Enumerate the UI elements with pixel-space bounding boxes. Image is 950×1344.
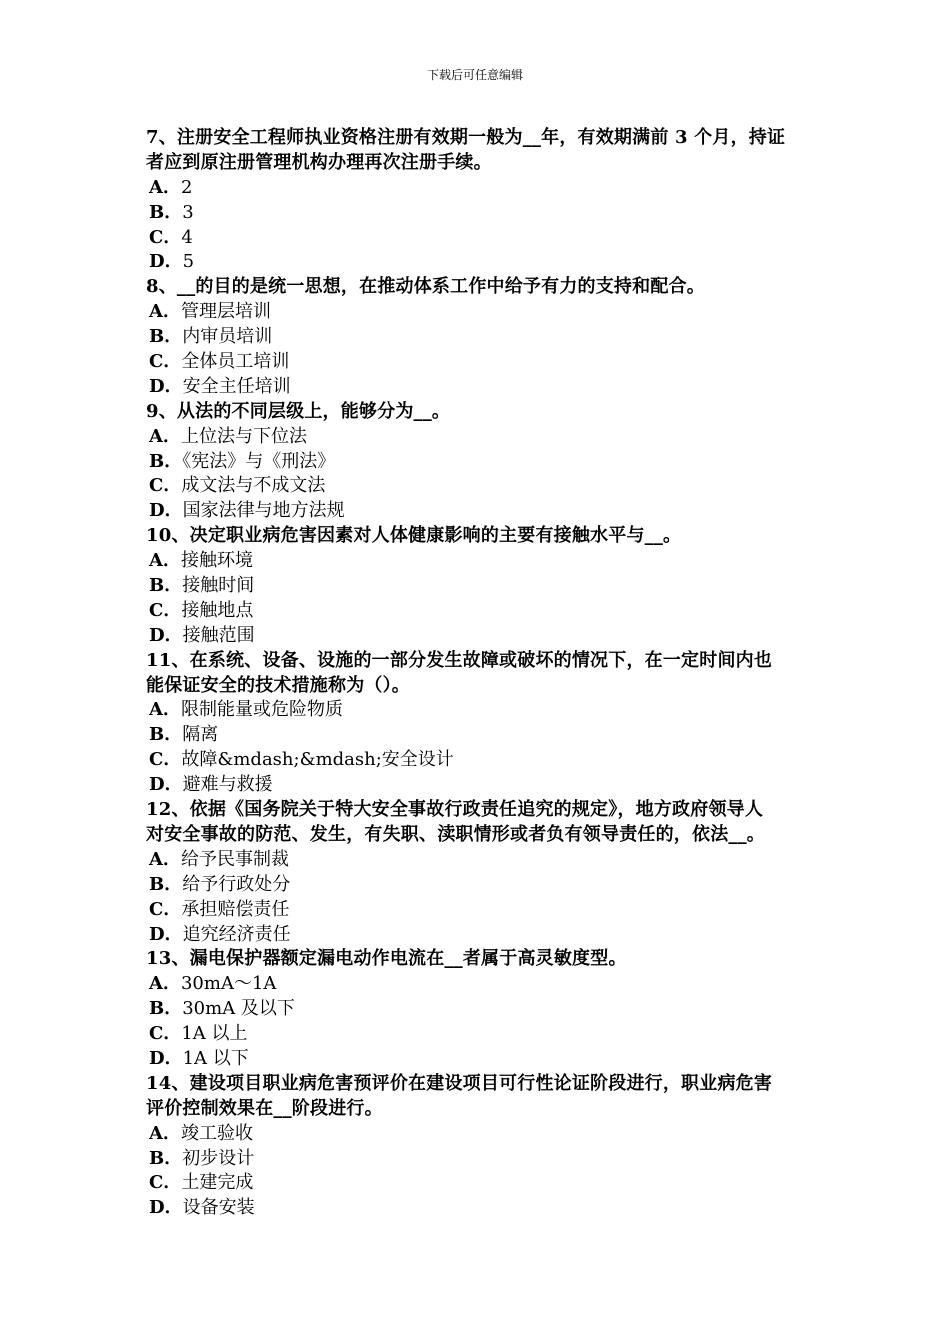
option-text: 30mA 及以下: [182, 998, 295, 1020]
option-key: B．: [149, 326, 183, 348]
answer-option: [146, 698, 810, 723]
option-text: 1A 以下: [182, 1047, 249, 1069]
question-block: [146, 1072, 810, 1221]
option-text: 1A 以上: [181, 1023, 248, 1045]
page-header: 下载后可任意编辑: [426, 68, 523, 82]
option-text: 30mA～1A: [180, 973, 277, 995]
option-key: B．: [149, 998, 183, 1020]
answer-option: [146, 848, 810, 873]
option-text: 接触环境: [180, 550, 253, 572]
answer-option: [146, 350, 810, 375]
answer-option: [146, 624, 810, 649]
option-text: 接触地点: [181, 599, 254, 621]
option-key: C．: [149, 599, 182, 621]
option-text: 接触时间: [182, 575, 255, 597]
option-text: 全体员工培训: [181, 351, 290, 373]
answer-option: [146, 176, 810, 201]
option-text: 土建完成: [181, 1172, 254, 1194]
option-text: 接触范围: [182, 624, 255, 646]
option-text: 初步设计: [182, 1147, 255, 1169]
option-text: 给予行政处分: [182, 873, 291, 895]
option-key: D．: [149, 774, 183, 796]
option-text: 《宪法》与《刑法》: [182, 450, 336, 472]
option-key: C．: [149, 1023, 182, 1045]
question-stem-line: 者应到原注册管理机构办理再次注册手续。: [146, 151, 492, 173]
option-text: 竣工验收: [180, 1122, 253, 1144]
option-text: 故障&mdash;&mdash;安全设计: [181, 749, 454, 771]
answer-option: [146, 226, 810, 251]
question-block: [146, 400, 810, 524]
option-key: C．: [149, 898, 182, 920]
question-block: [146, 524, 810, 648]
question-stem-line: 9、从法的不同层级上，能够分为__。: [146, 400, 451, 422]
option-key: D．: [149, 1047, 183, 1069]
question-stem-line: 10、决定职业病危害因素对人体健康影响的主要有接触水平与__。: [146, 525, 682, 547]
question-stem-line: 评价控制效果在__阶段进行。: [146, 1097, 383, 1119]
answer-option: [146, 599, 810, 624]
question-block: [146, 126, 810, 275]
option-text: 管理层培训: [180, 301, 271, 323]
option-key: C．: [149, 351, 182, 373]
option-key: A．: [149, 176, 181, 198]
answer-option: [146, 1047, 810, 1072]
option-text: 承担赔偿责任: [181, 898, 290, 920]
answer-option: [146, 1147, 810, 1172]
question-block: [146, 649, 810, 798]
option-text: 5: [182, 251, 195, 273]
answer-option: [146, 250, 810, 275]
option-key: A．: [149, 973, 181, 995]
option-key: D．: [149, 624, 183, 646]
question-block: [146, 275, 810, 399]
answer-option: [146, 1171, 810, 1196]
answer-option: [146, 773, 810, 798]
option-text: 避难与救援: [182, 774, 273, 796]
answer-option: [146, 300, 810, 325]
question-block: [146, 798, 810, 947]
option-key: D．: [149, 251, 183, 273]
option-text: 内审员培训: [182, 326, 273, 348]
option-text: 上位法与下位法: [180, 425, 307, 447]
answer-option: [146, 997, 810, 1022]
question-stem-line: 14、建设项目职业病危害预评价在建设项目可行性论证阶段进行，职业病危害: [146, 1072, 773, 1094]
answer-option: [146, 1122, 810, 1147]
question-list: [146, 126, 810, 1221]
question-block: [146, 947, 810, 1071]
option-key: C．: [149, 226, 182, 248]
option-key: A．: [149, 301, 181, 323]
option-key: D．: [149, 923, 183, 945]
option-key: B．: [149, 724, 183, 746]
option-text: 追究经济责任: [182, 923, 291, 945]
question-stem-line: 13、漏电保护器额定漏电动作电流在__者属于高灵敏度型。: [146, 948, 627, 970]
option-text: 限制能量或危险物质: [180, 699, 343, 721]
option-text: 4: [181, 226, 193, 248]
option-key: D．: [149, 375, 183, 397]
option-key: B．: [149, 575, 183, 597]
option-key: B．: [149, 201, 183, 223]
option-key: B．: [149, 1147, 183, 1169]
option-key: D．: [149, 500, 183, 522]
answer-option: [146, 201, 810, 226]
option-key: B．: [149, 873, 183, 895]
answer-option: [146, 1196, 810, 1221]
option-key: A．: [149, 1122, 181, 1144]
answer-option: [146, 574, 810, 599]
option-key: A．: [149, 550, 181, 572]
option-key: B．: [149, 450, 183, 472]
answer-option: [146, 1022, 810, 1047]
answer-option: [146, 873, 810, 898]
answer-option: [146, 748, 810, 773]
option-text: 3: [182, 201, 194, 223]
option-text: 国家法律与地方法规: [182, 500, 345, 522]
answer-option: [146, 425, 810, 450]
option-key: A．: [149, 699, 181, 721]
option-key: D．: [149, 1197, 183, 1219]
answer-option: [146, 723, 810, 748]
option-key: C．: [149, 475, 182, 497]
option-text: 安全主任培训: [182, 375, 291, 397]
answer-option: [146, 474, 810, 499]
answer-option: [146, 450, 810, 475]
answer-option: [146, 898, 810, 923]
answer-option: [146, 325, 810, 350]
option-text: 成文法与不成文法: [181, 475, 326, 497]
question-stem-line: 11、在系统、设备、设施的一部分发生故障或破坏的情况下，在一定时间内也: [146, 649, 773, 671]
option-text: 2: [180, 176, 193, 198]
question-stem-line: 对安全事故的防范、发生，有失职、渎职情形或者负有领导责任的，依法__。: [146, 823, 765, 845]
question-stem-line: 8、__的目的是统一思想，在推动体系工作中给予有力的支持和配合。: [146, 276, 705, 298]
question-stem-line: 7、注册安全工程师执业资格注册有效期一般为__年，有效期满前 3 个月，持证: [146, 127, 786, 148]
answer-option: [146, 549, 810, 574]
option-key: A．: [149, 425, 181, 447]
answer-option: [146, 375, 810, 400]
option-text: 隔离: [182, 724, 219, 746]
answer-option: [146, 499, 810, 524]
option-key: A．: [149, 848, 181, 870]
option-key: C．: [149, 749, 182, 771]
answer-option: [146, 972, 810, 997]
option-text: 设备安装: [182, 1197, 255, 1219]
option-text: 给予民事制裁: [180, 848, 289, 870]
question-stem-line: 能保证安全的技术措施称为（）。: [146, 674, 410, 696]
answer-option: [146, 923, 810, 948]
option-key: C．: [149, 1172, 182, 1194]
question-stem-line: 12、依据《国务院关于特大安全事故行政责任追究的规定》，地方政府领导人: [146, 799, 764, 821]
